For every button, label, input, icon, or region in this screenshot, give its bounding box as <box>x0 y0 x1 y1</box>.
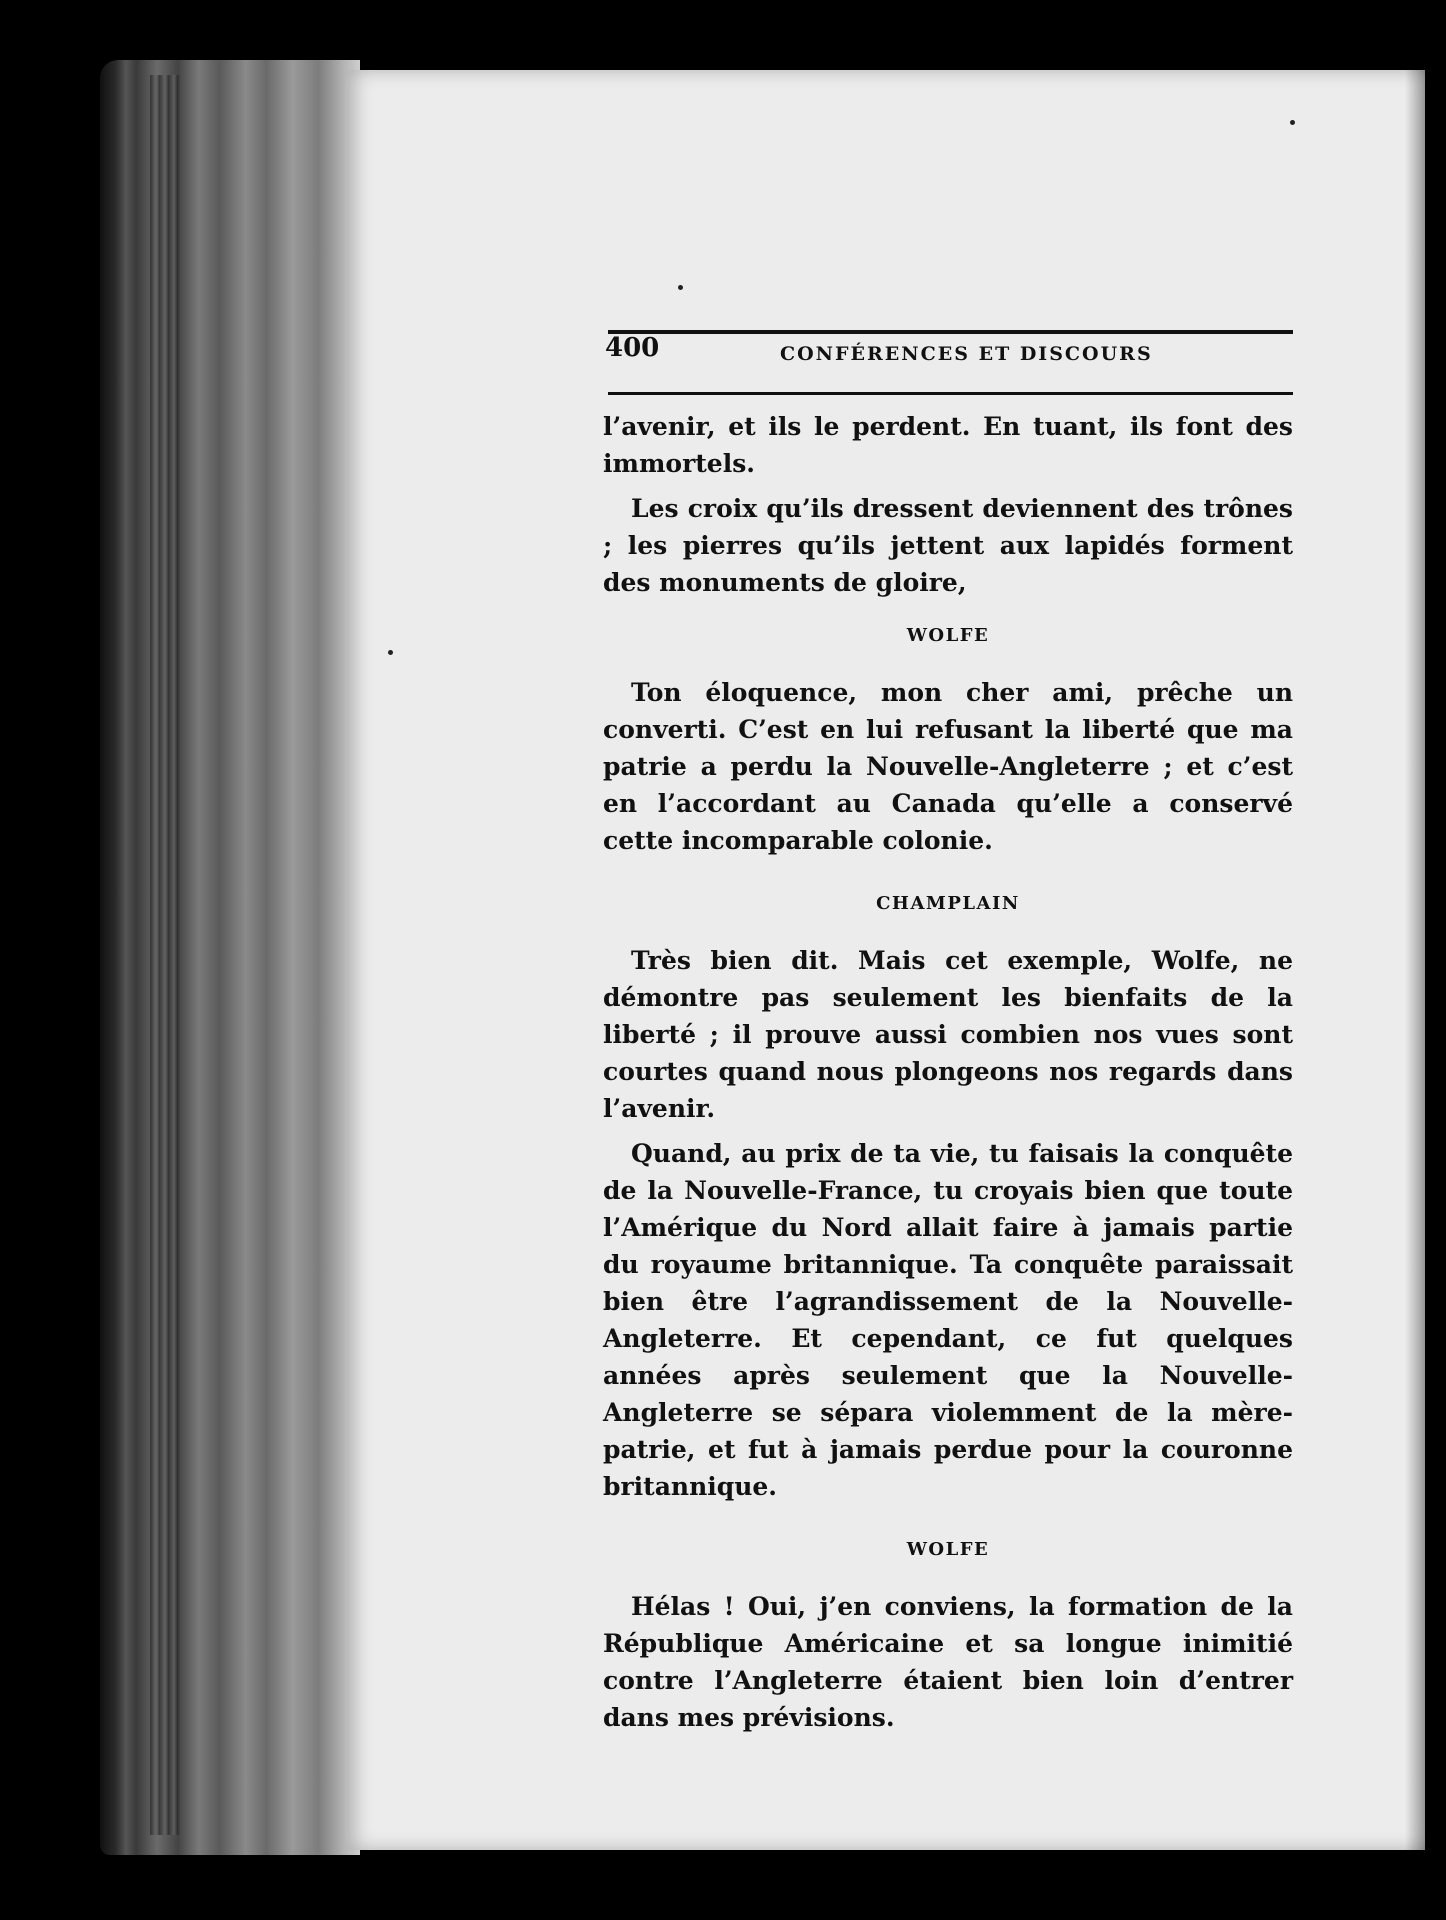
book-spine-texture <box>150 75 180 1835</box>
paragraph-2: Les croix qu’ils dressent deviennent des trônes ; les pierres qu’ils jettent aux lapidés forment des monuments de gloire, <box>603 494 1293 597</box>
page-body <box>603 408 1293 1736</box>
speaker-label-wolfe-2: WOLFE <box>906 1539 990 1560</box>
book-page-edges <box>100 60 360 1855</box>
header-bottom-rule <box>608 392 1293 395</box>
paper-speck <box>1290 120 1295 125</box>
paragraph-4: Très bien dit. Mais cet exemple, Wolfe, ne démontre pas seulement les bienfaits de la liberté ; il prouve aussi combien nos vues sont courtes quand nous plongeons nos regards dans l’avenir. <box>603 946 1293 1123</box>
running-title: CONFÉRENCES ET DISCOURS <box>780 343 1153 365</box>
paragraph-6: Hélas ! Oui, j’en conviens, la formation de la République Américaine et sa longue inimitié contre l’Angleterre étaient bien loin d’entrer dans mes prévisions. <box>603 1592 1293 1732</box>
page-header <box>605 333 1295 373</box>
paper-speck <box>678 285 683 290</box>
paragraph-1: l’avenir, et ils le perdent. En tuant, ils font des immortels. <box>603 412 1293 478</box>
paragraph-3: Ton éloquence, mon cher ami, prêche un converti. C’est en lui refusant la liberté que ma patrie a perdu la Nouvelle-Angleterre ; et c’est en l’accordant au Canada qu’elle a conservé cette incomparable colonie. <box>603 678 1293 855</box>
speaker-label-champlain: CHAMPLAIN <box>876 893 1020 914</box>
speaker-label-wolfe-1: WOLFE <box>906 625 990 646</box>
paragraph-5: Quand, au prix de ta vie, tu faisais la conquête de la Nouvelle-France, tu croyais bien que toute l’Amérique du Nord allait faire à jamais partie du royaume britannique. Ta conquête paraissait bien être l’agrandissement de la Nouvelle-Angleterre. Et cependant, ce fut quelques années après seulement que la Nouvelle-Angleterre se sépara violemment de la mère-patrie, et fut à jamais perdue pour la couronne britannique. <box>603 1139 1293 1501</box>
page-number: 400 <box>605 333 660 363</box>
paper-speck <box>388 650 393 655</box>
page-right-shadow <box>1405 70 1425 1850</box>
